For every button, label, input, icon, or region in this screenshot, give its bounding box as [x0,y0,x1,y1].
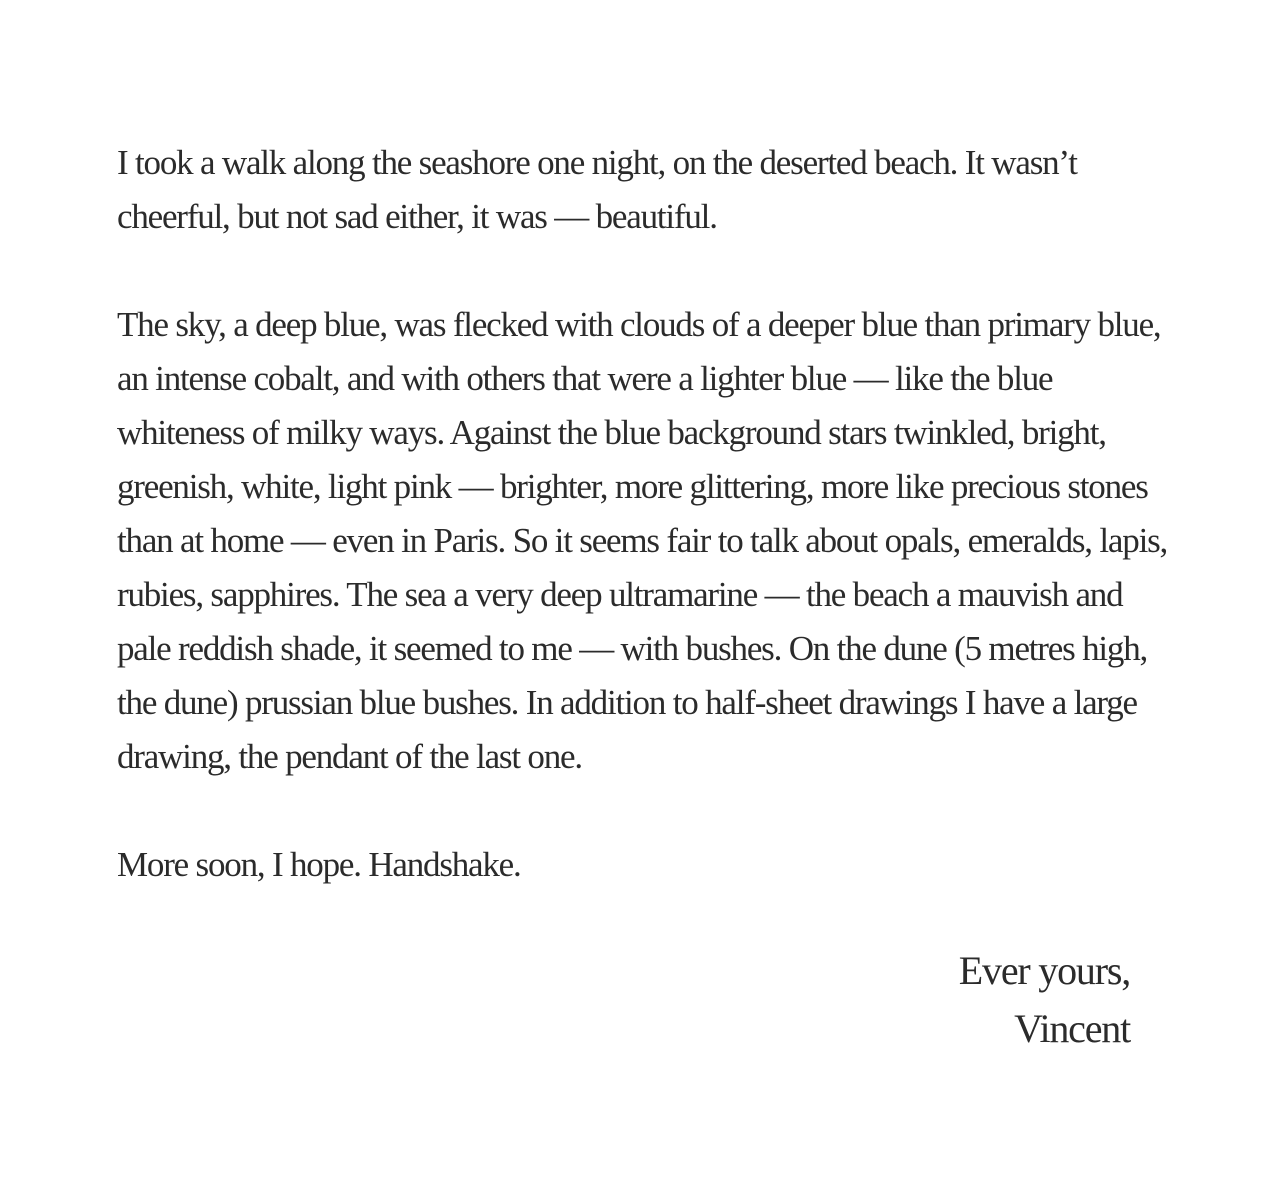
letter-body [117,136,1177,892]
paragraph-walk: I took a walk along the seashore one night, on the deserted beach. It wasn’t cheerful, but not sad either, it was — beautiful. [117,143,1077,236]
paragraph-spacer [117,244,1177,298]
paragraph-sky: The sky, a deep blue, was flecked with clouds of a deeper blue than primary blue, an intense cobalt, and with others that were a lighter blue — like the blue whiteness of milky ways. Against the blue background stars twinkled, bright, greenish, white, light pink — brighter, more glittering, more like precious stones than at home — even in Paris. So it seems fair to talk about opals, emeralds, lapis, rubies, sapphires. The sea a very deep ultramarine — the beach a mauvish and pale reddish shade, it seemed to me — with bushes. On the dune (5 metres high, the dune) prussian blue bushes. In addition to half-sheet drawings I have a large drawing, the pendant of the last one. [117,305,1168,776]
letter-closing [959,942,1130,1058]
paragraph-spacer [117,784,1177,838]
closing-line: Ever yours, [958,948,1130,993]
paragraph-farewell: More soon, I hope. Handshake. [117,845,521,884]
signature: Vincent [1014,1006,1130,1051]
